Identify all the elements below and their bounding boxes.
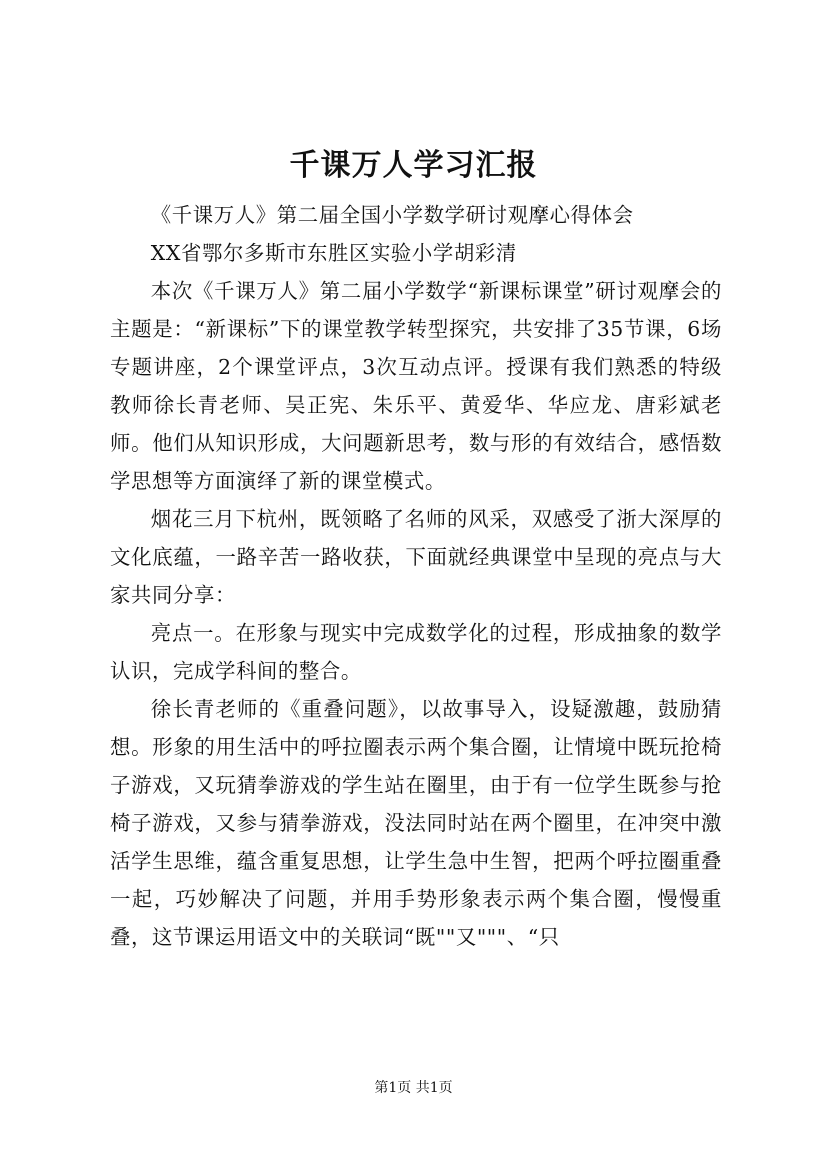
document-title: 千课万人学习汇报	[289, 148, 538, 183]
author-paragraph: XX省鄂尔多斯市东胜区实验小学胡彩清	[150, 241, 517, 265]
body-paragraph: 亮点一。在形象与现实中完成数学化的过程，形成抽象的数学认识，完成学科间的整合。	[110, 621, 722, 683]
subtitle-paragraph: 《千课万人》第二届全国小学数学研讨观摩心得体会	[150, 203, 634, 227]
body-paragraph: 本次《千课万人》第二届小学数学“新课标课堂”研讨观摩会的主题是：“新课标”下的课堂教学转型探究，共安排了35节课，6场专题讲座，2个课堂评点，3次互动点评。授课有我们熟悉的特级教师徐长青老师、吴正宪、朱乐平、黄爱华、华应龙、唐彩斌老师。他们从知识形成，大问题新思考，数与形的有效结合，感悟数学思想等方面演绎了新的课堂模式。	[110, 279, 722, 493]
document-body	[110, 196, 722, 956]
body-paragraph: 徐长青老师的《重叠问题》，以故事导入，设疑激趣，鼓励猜想。形象的用生活中的呼拉圈表示两个集合圈，让情境中既玩抢椅子游戏，又玩猜拳游戏的学生站在圈里，由于有一位学生既参与抢椅子游戏，又参与猜拳游戏，没法同时站在两个圈里，在冲突中激活学生思维，蕴含重复思想，让学生急中生智，把两个呼拉圈重叠一起，巧妙解决了问题，并用手势形象表示两个集合圈，慢慢重叠，这节课运用语文中的关联词“既""又"""、“只	[110, 697, 722, 949]
page-footer: 第1页 共1页	[374, 1080, 453, 1096]
body-paragraph: 烟花三月下杭州，既领略了名师的风采，双感受了浙大深厚的文化底蕴，一路辛苦一路收获，下面就经典课堂中呈现的亮点与大家共同分享：	[110, 507, 722, 607]
